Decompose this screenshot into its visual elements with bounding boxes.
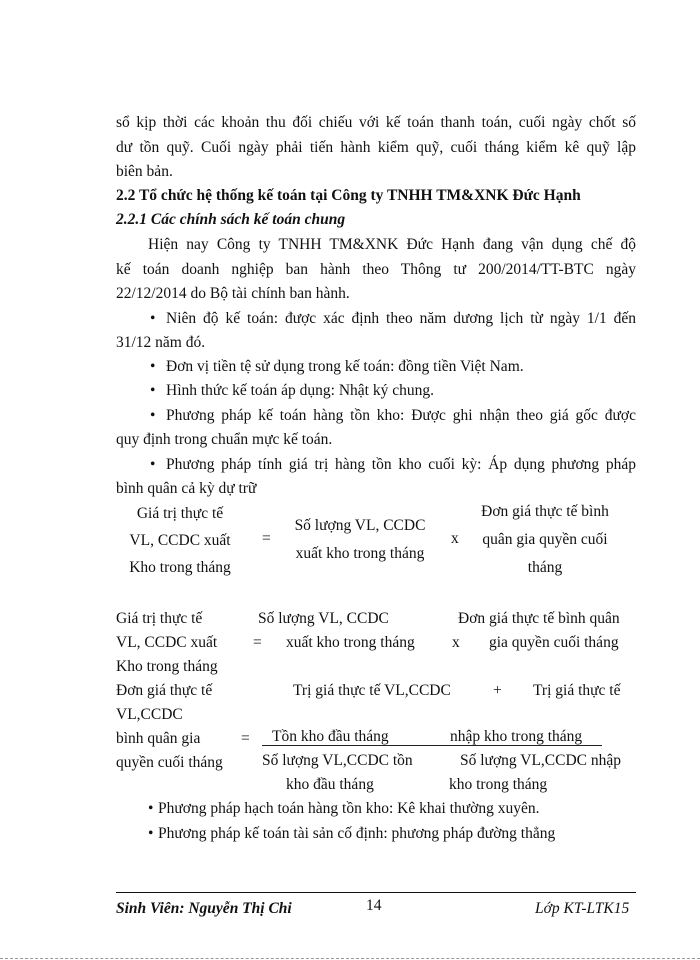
formula3-left: VL,CCDC: [116, 706, 183, 723]
bullet-item-cont: quy định trong chuẩn mực kế toán.: [116, 431, 333, 448]
formula2-right: Đơn giá thực tế bình quân: [458, 610, 620, 627]
formula3-left: bình quân gia: [116, 730, 201, 747]
page-number: 14: [366, 897, 382, 914]
formula1-mid: Số lượng VL, CCDC: [294, 517, 426, 534]
bullet-icon: •: [150, 407, 156, 424]
formula2-mid: Số lượng VL, CCDC: [258, 610, 389, 627]
section-heading: 2.2 Tổ chức hệ thống kế toán tại Công ty TNHH TM&XNK Đức Hạnh: [116, 187, 581, 204]
formula1-left: Kho trong tháng: [129, 559, 231, 576]
bullet-icon: •: [150, 456, 156, 473]
intro-line: 22/12/2014 do Bộ tài chính ban hành.: [116, 285, 350, 302]
subsection-heading: 2.2.1 Các chính sách kế toán chung: [116, 211, 346, 228]
bullet-item: Phương pháp tính giá trị hàng tồn kho cuối kỳ: Áp dụng phương pháp: [166, 456, 636, 473]
intro-line: kế toán doanh nghiệp ban hành theo Thông tư 200/2014/TT-BTC ngày: [116, 261, 636, 278]
paragraph-line: dư tồn quỹ. Cuối ngày phải tiến hành kiểm quỹ, cuối tháng kiểm kê quỹ lập: [116, 139, 636, 156]
paragraph-line: sổ kịp thời các khoản thu đối chiếu với kế toán thanh toán, cuối ngày chốt số: [116, 114, 636, 131]
formula2-left: VL, CCDC xuất: [116, 634, 218, 651]
formula3-numerator: Tồn kho đầu tháng: [272, 728, 389, 745]
formula1-right: quân gia quyền cuối: [482, 531, 608, 548]
bullet-item: Phương pháp hạch toán hàng tồn kho: Kê khai thường xuyên.: [158, 800, 540, 817]
formula3-left: Đơn giá thực tế: [116, 682, 213, 699]
paragraph-line: biên bản.: [116, 163, 173, 180]
footer-rule: [116, 892, 636, 893]
fraction-bar: [262, 745, 602, 746]
formula3-numerator: Trị giá thực tế: [533, 682, 621, 699]
bullet-item-cont: 31/12 năm đó.: [116, 334, 206, 351]
formula3-denominator: kho đầu tháng: [286, 776, 374, 793]
bullet-icon: •: [150, 382, 156, 399]
formula2-times: x: [452, 634, 460, 651]
formula1-times: x: [451, 530, 459, 547]
formula1-left: Giá trị thực tế: [136, 505, 224, 522]
bullet-item: Phương pháp kế toán hàng tồn kho: Được ghi nhận theo giá gốc được: [166, 407, 636, 424]
formula1-right: Đơn giá thực tế bình: [481, 503, 609, 520]
page-break: [0, 958, 700, 959]
formula1-mid: xuất kho trong tháng: [295, 545, 425, 562]
intro-line: Hiện nay Công ty TNHH TM&XNK Đức Hạnh đang vận dụng chế độ: [148, 236, 636, 253]
formula1-left: VL, CCDC xuất: [129, 532, 231, 549]
formula2-left: Giá trị thực tế: [116, 610, 203, 627]
formula3-denominator: Số lượng VL,CCDC tồn: [262, 752, 413, 769]
bullet-item: Phương pháp kế toán tài sản cố định: phương pháp đường thẳng: [158, 825, 556, 842]
formula1-equals: =: [262, 530, 271, 547]
bullet-item: Đơn vị tiền tệ sử dụng trong kế toán: đồng tiền Việt Nam.: [166, 358, 524, 375]
formula3-denominator: Số lượng VL,CCDC nhập: [460, 752, 621, 769]
bullet-item: Niên độ kế toán: được xác định theo năm dương lịch từ ngày 1/1 đến: [166, 310, 636, 327]
formula2-right: gia quyền cuối tháng: [489, 634, 619, 651]
formula2-equals: =: [253, 634, 262, 651]
formula3-left: quyền cuối tháng: [116, 754, 223, 771]
formula3-numerator: nhập kho trong tháng: [450, 728, 583, 745]
footer-class: Lớp KT-LTK15: [535, 900, 630, 917]
bullet-item: Hình thức kế toán áp dụng: Nhật ký chung.: [166, 382, 434, 399]
bullet-icon: •: [150, 310, 156, 327]
formula3-denominator: kho trong tháng: [449, 776, 548, 793]
bullet-icon: •: [148, 825, 154, 842]
formula3-numerator: Trị giá thực tế VL,CCDC: [293, 682, 451, 699]
formula2-mid: xuất kho trong tháng: [286, 634, 415, 651]
bullet-icon: •: [150, 358, 156, 375]
bullet-icon: •: [148, 800, 154, 817]
formula2-left: Kho trong tháng: [116, 658, 218, 675]
footer-student: Sinh Viên: Nguyễn Thị Chi: [116, 900, 292, 917]
formula1-right: tháng: [527, 559, 563, 576]
bullet-item-cont: bình quân cả kỳ dự trữ: [116, 480, 257, 497]
formula3-equals: =: [241, 730, 250, 747]
formula3-plus: +: [493, 682, 502, 699]
